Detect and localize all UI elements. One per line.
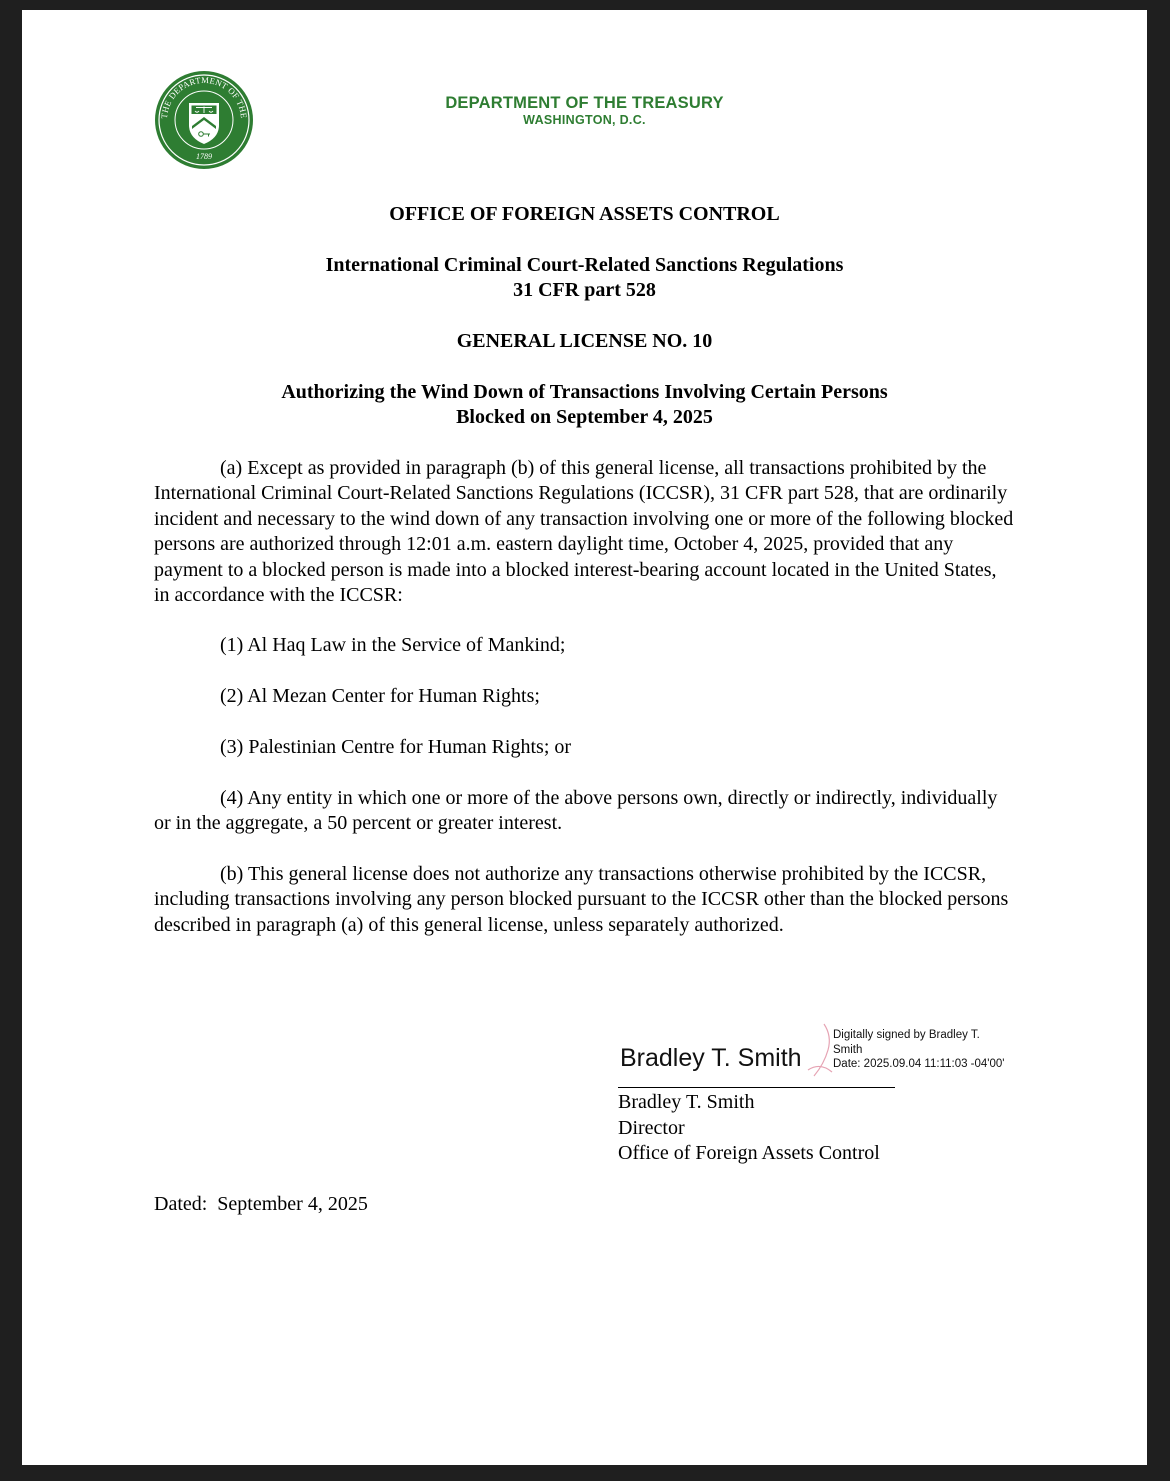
- list-item-text: (1) Al Haq Law in the Service of Mankind;: [220, 634, 566, 656]
- paragraph-a: [154, 456, 1014, 608]
- signature-details: [833, 1028, 1005, 1072]
- subject-line-2: Blocked on September 4, 2025: [456, 406, 713, 428]
- dated-line: Dated: September 4, 2025: [154, 1193, 368, 1215]
- signer-office: Office of Foreign Assets Control: [618, 1142, 880, 1164]
- paragraph-b-text: (b) This general license does not authorize any transactions otherwise prohibited by the ICCSR, including transactions involving any person blocked pursuant to the ICCSR other than the blocked persons described in paragraph (a) of this general license, unless separately authorized.: [154, 863, 1009, 936]
- digital-signature[interactable]: [618, 1022, 1088, 1092]
- signature-detail-line: Date: 2025.09.04 11:11:03 -04'00': [833, 1058, 1005, 1070]
- signer-title: Director: [618, 1116, 685, 1139]
- signer-name: Bradley T. Smith: [618, 1091, 755, 1113]
- department-name: DEPARTMENT OF THE TREASURY: [445, 94, 724, 112]
- letterhead: [322, 94, 847, 128]
- list-item: [154, 684, 1014, 709]
- signer-block: [618, 1090, 880, 1167]
- license-subject: [22, 380, 1147, 430]
- regulation-citation: 31 CFR part 528: [513, 279, 656, 301]
- list-item: [154, 786, 1014, 837]
- signature-detail-line: Digitally signed by Bradley T.: [833, 1029, 980, 1041]
- list-item-text: (2) Al Mezan Center for Human Rights;: [220, 685, 540, 707]
- signature-detail-line: Smith: [833, 1043, 863, 1056]
- department-location: WASHINGTON, D.C.: [523, 113, 646, 127]
- seal-text: THE DEPARTMENT OF THE: [158, 74, 250, 120]
- seal-year: 1789: [196, 152, 212, 161]
- list-item-text: (4) Any entity in which one or more of the above persons own, directly or indirectly, individually or in the aggregate, a 50 percent or greater interest.: [154, 787, 998, 835]
- document-page: [22, 10, 1147, 1465]
- signature-name: Bradley T. Smith: [620, 1044, 802, 1072]
- list-item-text: (3) Palestinian Centre for Human Rights; or: [220, 736, 572, 758]
- signature-line: [618, 1087, 895, 1088]
- treasury-seal-icon: [154, 70, 254, 170]
- paragraph-b: [154, 862, 1014, 938]
- office-heading: OFFICE OF FOREIGN ASSETS CONTROL: [389, 203, 780, 225]
- paragraph-a-text: (a) Except as provided in paragraph (b) of this general license, all transactions prohibited by the International Criminal Court-Related Sanctions Regulations (ICCSR), 31 CFR part 528, that are ordinarily incident and necessary to the wind down of any transaction involving one or more of the following blocked persons are authorized through 12:01 a.m. eastern daylight time, October 4, 2025, provided that any payment to a blocked person is made into a blocked interest-bearing account located in the United States, in accordance with the ICCSR:: [154, 457, 1014, 607]
- subject-line-1: Authorizing the Wind Down of Transactions Involving Certain Persons: [281, 381, 888, 403]
- list-item: [154, 633, 1014, 658]
- regulation-title: International Criminal Court-Related Sanctions Regulations: [325, 254, 844, 276]
- regulation-heading: [22, 253, 1147, 303]
- license-number: GENERAL LICENSE NO. 10: [456, 330, 713, 352]
- list-item: [154, 735, 1014, 760]
